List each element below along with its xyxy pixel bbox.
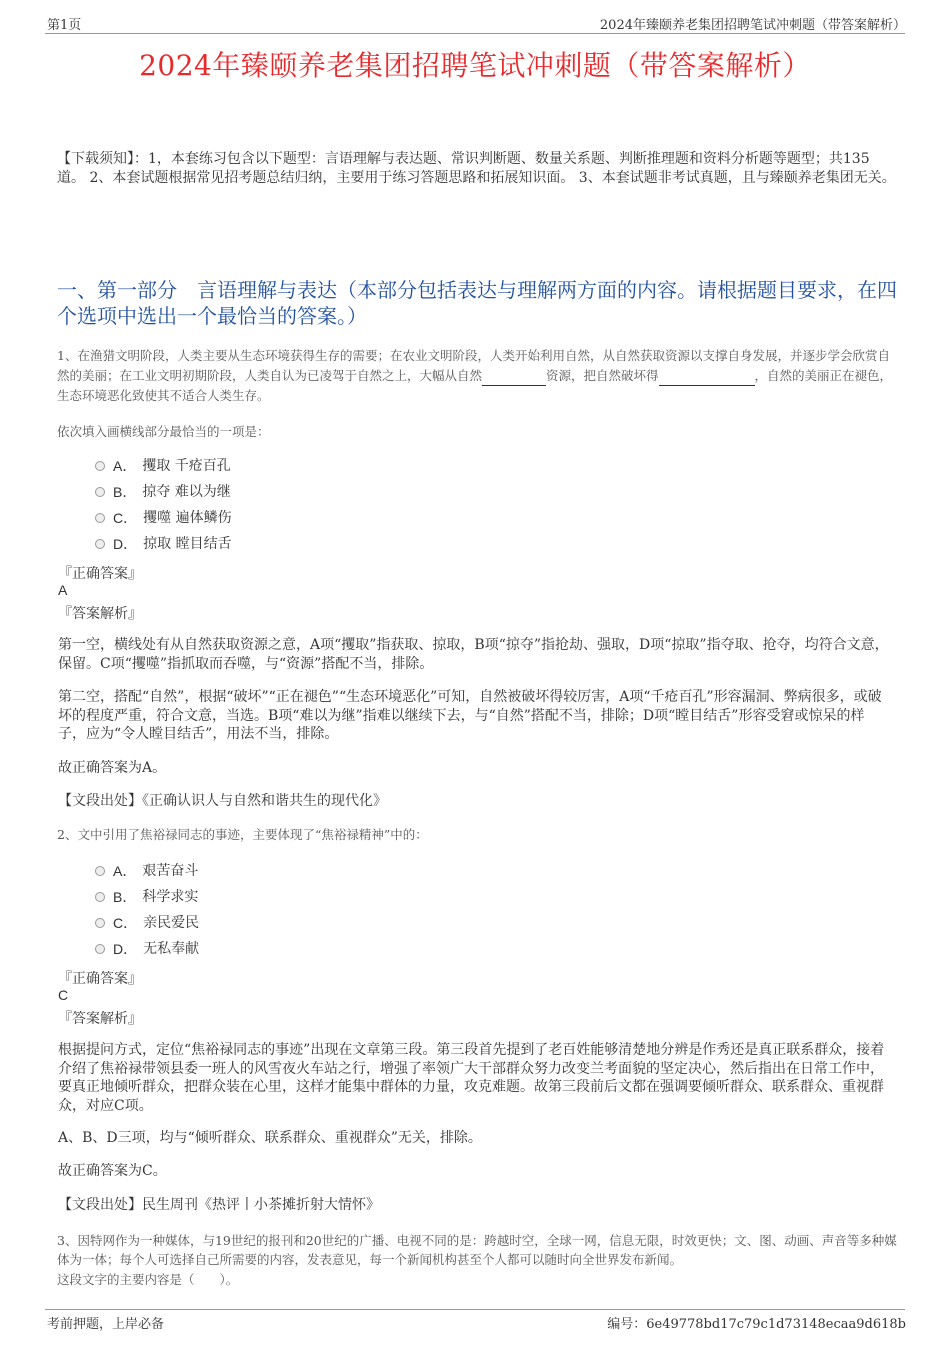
q1-stem-part-c: ，自然的美丽正在褪色，生态环境恶化致使其不适合人类生存。 xyxy=(57,368,893,403)
q2-analysis-3: 故正确答案为C。 xyxy=(58,1163,167,1179)
q1-source: 【文段出处】《正确认识人与自然和谐共生的现代化》 xyxy=(58,793,387,809)
section-title: 一、第一部分 言语理解与表达（本部分包括表达与理解两方面的内容。请根据题目要求，在四个选项中选出一个最恰当的答案。） xyxy=(57,278,897,328)
q1-analysis-3: 故正确答案为A。 xyxy=(58,760,167,776)
q1-option-b[interactable]: B． 掠夺 难以为继 xyxy=(95,479,232,505)
q1-answer: A xyxy=(58,582,68,598)
radio-icon[interactable] xyxy=(95,513,105,523)
q1-stem-part-b: 资源，把自然破坏得 xyxy=(546,368,659,383)
header-doc-title: 2024年臻颐养老集团招聘笔试冲刺题（带答案解析） xyxy=(599,18,906,33)
footer-divider xyxy=(45,1309,905,1310)
q1-option-d[interactable]: D． 掠取 瞠目结舌 xyxy=(95,531,232,557)
q1-option-c[interactable]: C． 攫噬 遍体鳞伤 xyxy=(95,505,232,531)
q3-prompt: 这段文字的主要内容是（ ）。 xyxy=(57,1272,239,1287)
q2-analysis-label: 『答案解析』 xyxy=(58,1011,142,1027)
q3-stem: 3、因特网作为一种媒体，与19世纪的报刊和20世纪的广播、电视不同的是：跨越时空，全球一网，信息无限，时效更快；文、图、动画、声音等多种媒体为一体；每个人可选择自己所需要的内容，发表意见，每一个新闻机构甚至个人都可以随时向全世界发布新闻。 xyxy=(57,1233,897,1267)
q1-analysis-1: 第一空，横线处有从自然获取资源之意，A项“攫取”指获取、掠取，B项“掠夺”指抢劫、强取，D项“掠取”指夺取、抢夺，均符合文意，保留。C项“攫噬”指抓取而吞噬，与“资源”搭配不当，排除。 xyxy=(58,637,889,672)
footer-doc-id: 编号：6e49778bd17c79c1d73148ecaa9d618b xyxy=(607,1317,906,1332)
q1-correct-label: 『正确答案』 xyxy=(58,566,142,582)
radio-icon[interactable] xyxy=(95,918,105,928)
q1-stem xyxy=(57,346,897,406)
q2-answer: C xyxy=(58,987,69,1003)
q1-analysis-2: 第二空，搭配“自然”，根据“破坏”“正在褪色”“生态环境恶化”可知，自然被破坏得较厉害，A项“千疮百孔”形容漏洞、弊病很多，或破坏的程度严重，符合文意，当选。B项“难以为继”指难以继续下去，与“自然”搭配不当，排除；D项“瞠目结舌”形容受窘或惊呆的样子，应为“令人瞠目结舌”，用法不当，排除。 xyxy=(58,689,882,742)
q2-analysis-2: A、B、D三项，均与“倾听群众、联系群众、重视群众”无关，排除。 xyxy=(58,1130,482,1146)
radio-icon[interactable] xyxy=(95,461,105,471)
q2-stem: 2、文中引用了焦裕禄同志的事迹，主要体现了“焦裕禄精神”中的： xyxy=(57,827,428,842)
q2-analysis-1: 根据提问方式，定位“焦裕禄同志的事迹”出现在文章第三段。第三段首先提到了老百姓能够清楚地分辨是作秀还是真正联系群众，接着介绍了焦裕禄带领县委一班人的风雪夜火车站之行，增强了率领广大干部群众努力改变兰考面貌的坚定决心，然后指出在日常工作中，要真正地倾听群众，把群众装在心里，这样才能集中群体的力量，攻克难题。故第三段前后文都在强调要倾听群众、联系群众、重视群众，对应C项。 xyxy=(58,1042,885,1114)
q1-blank-2 xyxy=(659,371,755,386)
header-page-number: 第1页 xyxy=(47,18,82,33)
radio-icon[interactable] xyxy=(95,487,105,497)
q1-options xyxy=(95,453,232,557)
radio-icon[interactable] xyxy=(95,866,105,876)
q2-correct-label: 『正确答案』 xyxy=(58,971,142,987)
q2-option-d[interactable]: D． 无私奉献 xyxy=(95,936,199,962)
q2-options xyxy=(95,858,199,962)
radio-icon[interactable] xyxy=(95,944,105,954)
q2-source: 【文段出处】民生周刊《热评丨小茶摊折射大情怀》 xyxy=(58,1197,380,1213)
q1-prompt: 依次填入画横线部分最恰当的一项是： xyxy=(57,424,270,439)
q1-analysis-label: 『答案解析』 xyxy=(58,606,142,622)
page-title: 2024年臻颐养老集团招聘笔试冲刺题（带答案解析） xyxy=(139,49,811,82)
q2-option-b[interactable]: B． 科学求实 xyxy=(95,884,199,910)
footer-slogan: 考前押题，上岸必备 xyxy=(47,1317,165,1332)
q1-option-a[interactable]: A． 攫取 千疮百孔 xyxy=(95,453,232,479)
q2-option-c[interactable]: C． 亲民爱民 xyxy=(95,910,199,936)
download-notice: 【下载须知】：1，本套练习包含以下题型：言语理解与表达题、常识判断题、数量关系题、判断推理题和资料分析题等题型；共135道。 2、本套试题根据常见招考题总结归纳，主要用于练习答题思路和拓展知识面。 3、本套试题非考试真题，且与臻颐养老集团无关。 xyxy=(57,151,896,186)
q1-blank-1 xyxy=(482,371,546,386)
header-divider xyxy=(45,33,905,34)
radio-icon[interactable] xyxy=(95,539,105,549)
q2-option-a[interactable]: A． 艰苦奋斗 xyxy=(95,858,199,884)
q1-stem-part-a: 1、在渔猎文明阶段，人类主要从生态环境获得生存的需要；在农业文明阶段，人类开始利用自然，从自然获取资源以支撑自身发展，并逐步学会欣赏自然的美丽；在工业文明初期阶段，人类自认为已凌驾于自然之上，大幅从自然 xyxy=(57,348,890,383)
radio-icon[interactable] xyxy=(95,892,105,902)
